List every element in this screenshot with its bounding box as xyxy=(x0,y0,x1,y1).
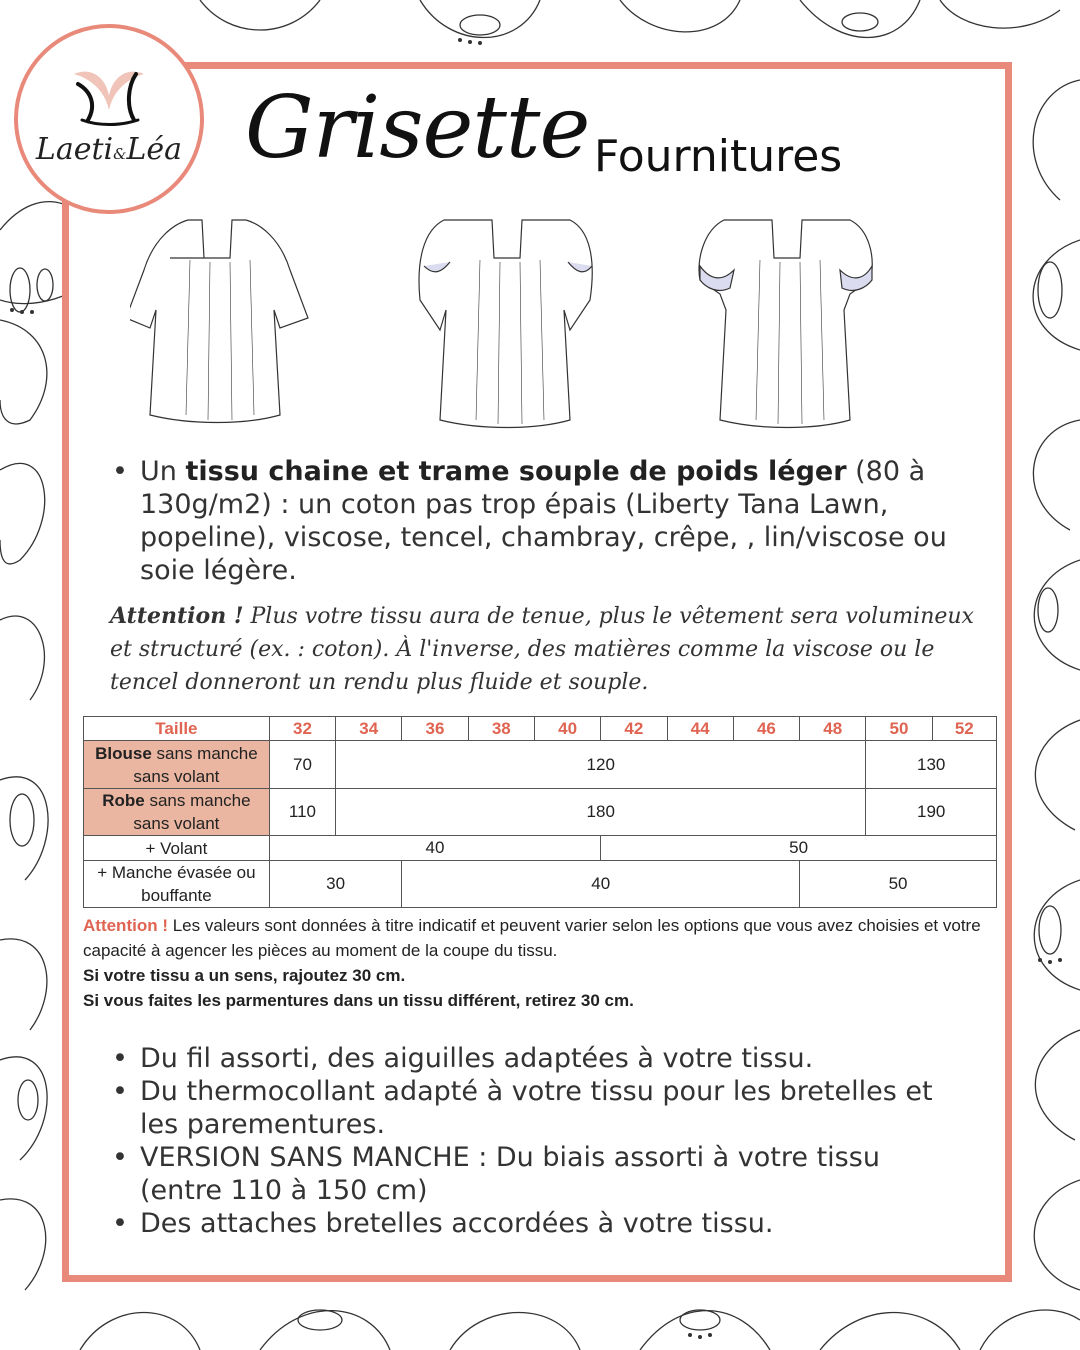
warning-parmentures: Si vous faites les parmentures dans un tissu différent, retirez 30 cm. xyxy=(83,991,634,1010)
brand-logo xyxy=(14,24,204,214)
row-label-blouse: Blouse sans manche sans volant xyxy=(84,741,270,789)
header-cell: 36 xyxy=(402,717,468,741)
header-cell: 50 xyxy=(866,717,932,741)
header-cell: 34 xyxy=(336,717,402,741)
fabric-item: • Un tissu chaine et trame souple de poids léger (80 à 130g/m2) : un coton pas trop épais (Liberty Tana Lawn, popeline), viscose, tencel, chambray, crêpe, , lin/viscose ou soie légère. xyxy=(110,455,970,587)
header-cell: 46 xyxy=(733,717,799,741)
page-subtitle: Fournitures xyxy=(594,131,843,182)
header-cell: 40 xyxy=(534,717,600,741)
table-header-row xyxy=(84,717,997,741)
table-cell: 70 xyxy=(269,741,335,789)
table-row-blouse xyxy=(84,741,997,789)
page-title: Grisette xyxy=(245,78,590,178)
table-cell: 40 xyxy=(269,836,600,861)
supply-item: • Des attaches bretelles accordées à votre tissu. xyxy=(110,1207,970,1240)
header-cell: 44 xyxy=(667,717,733,741)
warning-label: Attention ! xyxy=(83,916,168,935)
row-label-robe: Robe sans manche sans volant xyxy=(84,789,270,836)
row-label-volant: + Volant xyxy=(84,836,270,861)
header-cell: 32 xyxy=(269,717,335,741)
supply-item: • Du fil assorti, des aiguilles adaptées à votre tissu. xyxy=(110,1042,970,1075)
supply-item: • Du thermocollant adapté à votre tissu pour les bretelles et les parementures. xyxy=(110,1075,970,1141)
table-cell: 40 xyxy=(402,861,800,908)
table-warning xyxy=(83,913,1003,1013)
garment-illustrations xyxy=(130,210,960,430)
garment-drawing-flounce xyxy=(419,220,592,428)
logo-wordmark: Laeti&Léa xyxy=(35,132,183,167)
table-cell: 50 xyxy=(601,836,997,861)
header-cell: 42 xyxy=(601,717,667,741)
table-cell: 190 xyxy=(866,789,997,836)
table-cell: 110 xyxy=(269,789,335,836)
header-cell: 38 xyxy=(468,717,534,741)
table-cell: 30 xyxy=(269,861,402,908)
table-cell: 130 xyxy=(866,741,997,789)
table-cell: 120 xyxy=(336,741,866,789)
logo-emblem-icon xyxy=(18,28,200,210)
attention-note: Attention ! Plus votre tissu aura de tenue, plus le vêtement sera volumineux et structuré (ex. : coton). À l'inverse, des matières comme la viscose ou le tencel donneront un rendu plus fluide et souple. xyxy=(110,603,974,695)
header-cell: 48 xyxy=(800,717,866,741)
table-row-robe xyxy=(84,789,997,836)
header-cell: 52 xyxy=(932,717,996,741)
table-cell: 50 xyxy=(800,861,997,908)
fabric-list xyxy=(110,455,970,587)
garment-drawing-puff xyxy=(699,220,872,428)
warning-text: Les valeurs sont données à titre indicatif et peuvent varier selon les options que vous avez choisies et votre capacité à agencer les pièces au moment de la coupe du tissu. xyxy=(83,916,981,960)
header-cell: Taille xyxy=(84,717,270,741)
supply-item: • VERSION SANS MANCHE : Du biais assorti à votre tissu (entre 110 à 150 cm) xyxy=(110,1141,970,1207)
supplies-list xyxy=(110,1042,970,1240)
warning-sens: Si votre tissu a un sens, rajoutez 30 cm. xyxy=(83,966,406,985)
garment-drawing-sleeveless xyxy=(130,220,308,423)
table-row-manche xyxy=(84,861,997,908)
row-label-manche: + Manche évasée ou bouffante xyxy=(84,861,270,908)
table-cell: 180 xyxy=(336,789,866,836)
table-row-volant xyxy=(84,836,997,861)
fabric-size-table xyxy=(83,716,997,908)
